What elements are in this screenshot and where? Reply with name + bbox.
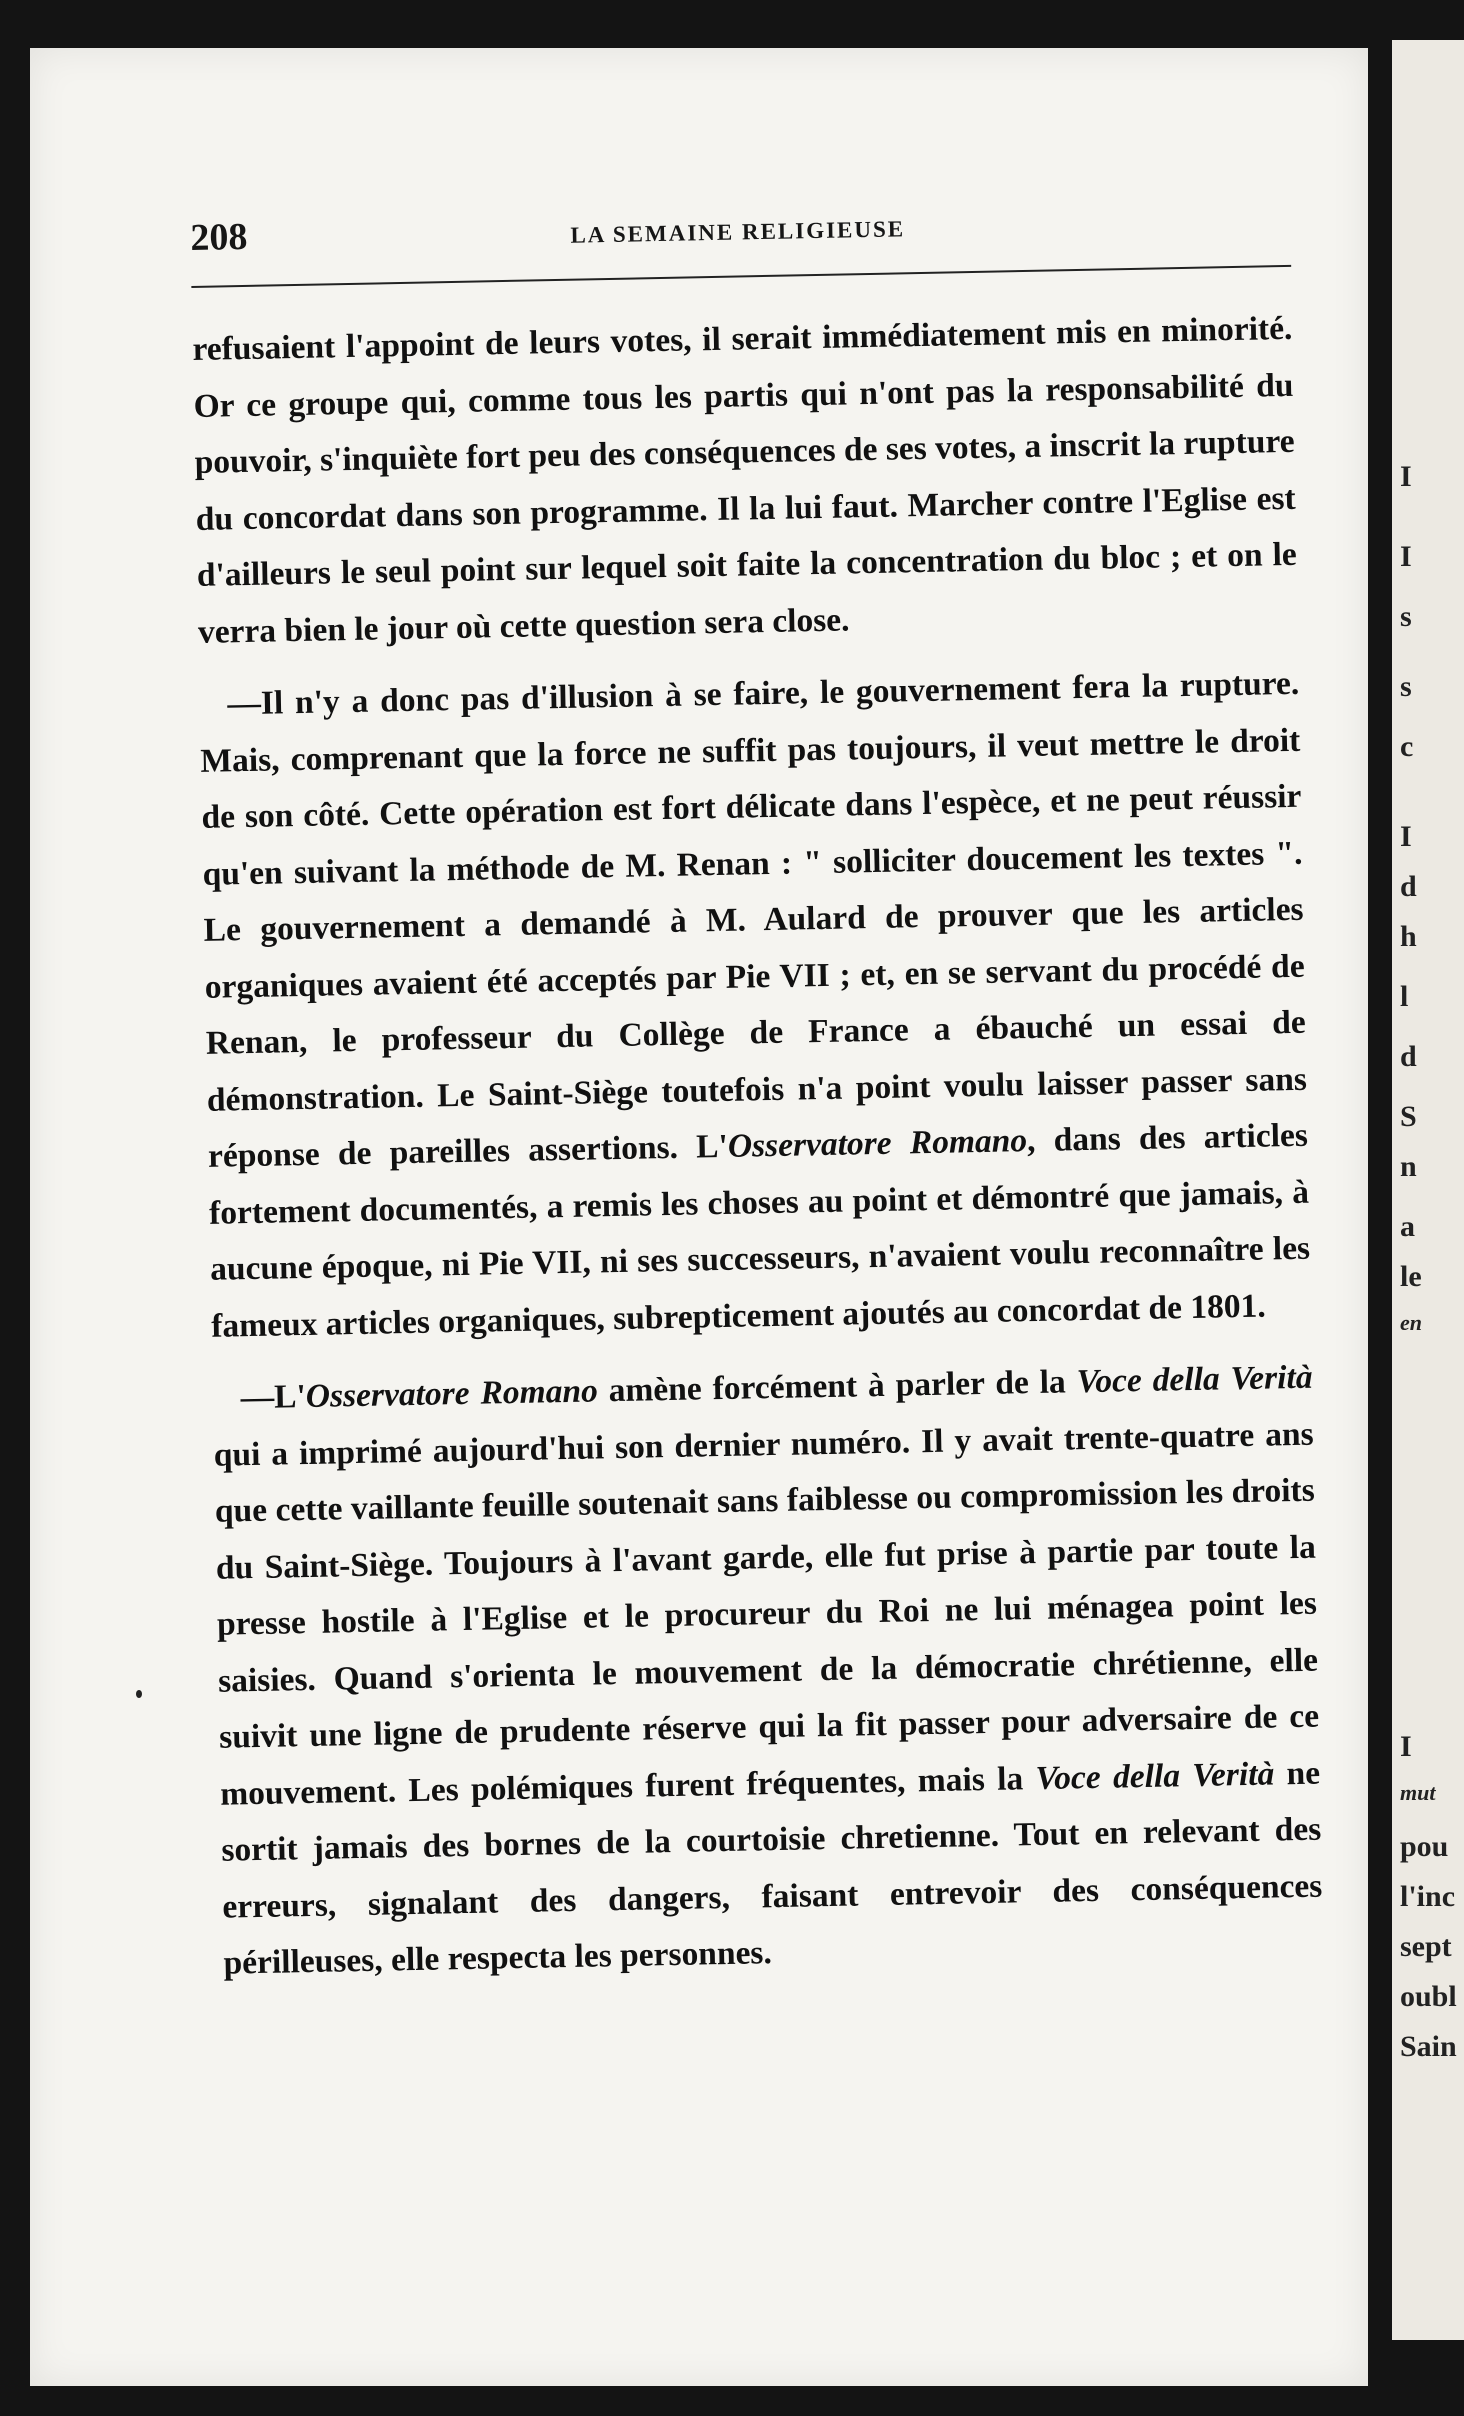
text-run: amène forcément à parler de la [597,1363,1078,1410]
italic-title: Osservatore Romano [305,1372,599,1415]
adjacent-page-fragment: I [1400,1730,1412,1763]
italic-title: Voce della Verità [1035,1754,1275,1797]
text-run: , dans des articles fortement documentés, a remis les choses au point et démontré que jamais, à aucune époque, ni Pie VII, ni ses successeurs, n'avaient voulu reconnaître les fameux articles organiques, subrepticement ajoutés au concordat de 1801. [208,1116,1311,1345]
adjacent-page-edge [1392,40,1464,2340]
running-head [190,195,1291,288]
adjacent-page-fragment: I [1400,820,1412,853]
adjacent-page-fragment: Sain [1400,2030,1457,2063]
running-title: LA SEMAINE RELIGIEUSE [570,216,906,248]
adjacent-page-fragment: s [1400,670,1412,703]
body-text [192,301,1324,1992]
adjacent-page-fragment: l'inc [1400,1880,1456,1913]
page-number: 208 [190,215,248,259]
paragraph-3 [212,1350,1324,1993]
italic-title: Osservatore Romano [727,1122,1028,1165]
text-run: —Il n'y a donc pas d'illusion à se faire, le gouvernement fera la rupture. Mais, comprenant que la force ne suffit pas toujours, il veut mettre le droit de son côté. Cette opération est fort délicate dans l'espèce, et ne peut réussir qu'en suivant la méthode de M. Renan : " solliciter doucement les textes ". Le gouvernement a demandé à M. Aulard de prouver que les articles organiques avaient été acceptés par Pie VII ; et, en se servant du procédé de Renan, le professeur du Collège de France a ébauché un essai de démonstration. Le Saint-Siège toutefois n'a point voulu laisser passer sans réponse de pareilles assertions. L' [200,664,1308,1175]
adjacent-page-fragment: l [1400,980,1409,1013]
text-run: —L' [240,1377,307,1417]
adjacent-page-fragment: c [1400,730,1414,763]
adjacent-page-fragment: a [1400,1210,1415,1243]
adjacent-page-fragment: en [1400,1310,1422,1335]
adjacent-page-fragment: d [1400,1040,1417,1073]
adjacent-page-fragment: n [1400,1150,1417,1183]
paragraph-2 [199,656,1312,1355]
scan-speck [136,1690,142,1698]
adjacent-page-fragment: S [1400,1100,1417,1133]
text-run: ne sortit jamais des bornes de la courtoisie chretienne. Tout en relevant des erreurs, signalant des dangers, faisant entrevoir des conséquences périlleuses, elle respecta les personnes. [221,1754,1323,1982]
adjacent-page-fragment: mut [1400,1780,1436,1805]
adjacent-page-fragment: I [1400,540,1412,573]
italic-title: Voce della Verità [1076,1358,1313,1401]
adjacent-page-fragment: le [1400,1260,1422,1293]
adjacent-page-fragment: s [1400,600,1412,633]
adjacent-page-fragment: pou [1400,1830,1449,1863]
text-run: qui a imprimé aujourd'hui son dernier numéro. Il y avait trente-quatre ans que cette vaillante feuille soutenait sans faiblesse ou compromission les droits du Saint-Siège. Toujours à l'avant garde, elle fut prise à partie par toute la presse hostile à l'Eglise et le procureur du Roi ne lui ménagea point les saisies. Quand s'orienta le mouvement de la démocratie chrétienne, elle suivit une ligne de prudente réserve qui la fit passer pour adversaire de ce mouvement. Les polémiques furent fréquentes, mais la [213,1415,1320,1813]
text-run: refusaient l'appoint de leurs votes, il serait immédiatement mis en minorité. Or ce groupe qui, comme tous les partis qui n'ont pas la responsabilité du pouvoir, s'inquiète fort peu des conséquences de ses votes, a inscrit la rupture du concordat dans son programme. Il la lui faut. Marcher contre l'Eglise est d'ailleurs le seul point sur lequel soit faite la concentration du bloc ; et on le verra bien le jour où cette question sera close. [192,309,1298,651]
adjacent-page-fragment: d [1400,870,1417,903]
adjacent-page-fragment: oubl [1400,1980,1457,2013]
adjacent-page-fragment: h [1400,920,1417,953]
adjacent-page-fragment: sept [1400,1930,1452,1963]
book-page [30,48,1368,2386]
adjacent-page-fragment: I [1400,460,1412,493]
paragraph-1 [192,301,1298,661]
page-content [190,194,1394,2009]
